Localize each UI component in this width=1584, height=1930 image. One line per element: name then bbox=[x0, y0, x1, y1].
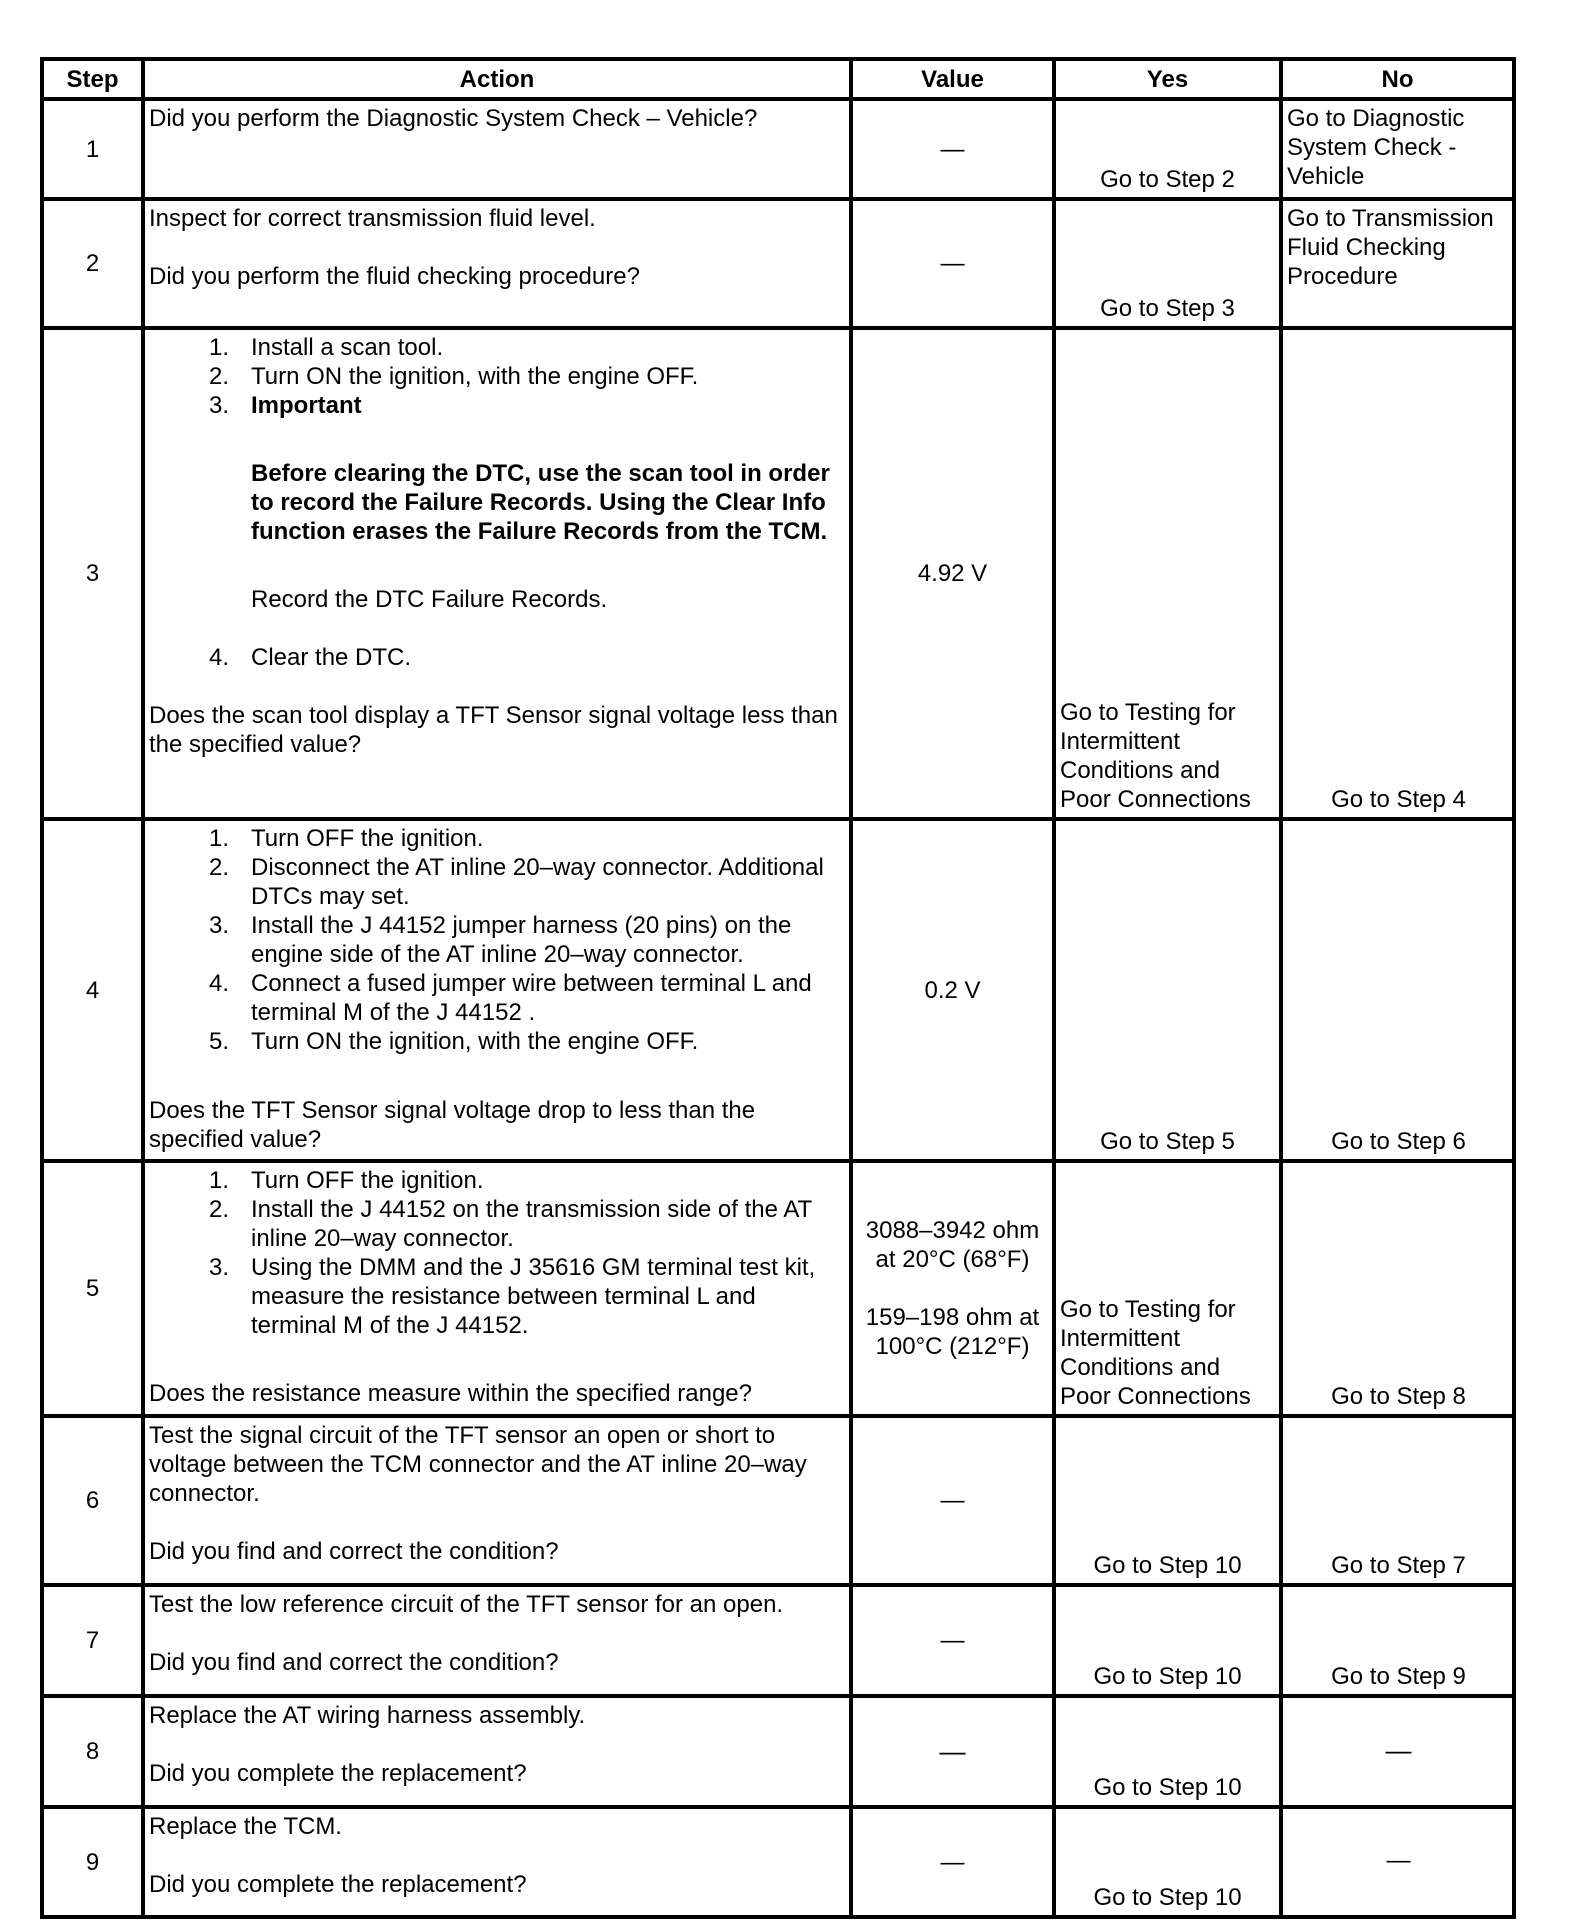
list-item: 3. Important Before clearing the DTC, use the scan tool in order to record the Failure Records. Using the Clear Info function erases the Failure Records from the TCM. Record the DTC Failure Records. bbox=[203, 391, 845, 643]
action-cell bbox=[143, 99, 851, 199]
table-row-step-8 bbox=[42, 1696, 1514, 1807]
list-item: 4. Clear the DTC. bbox=[208, 644, 412, 671]
record-note: Record the DTC Failure Records. bbox=[251, 586, 608, 613]
no-cell: Go to Step 4 bbox=[1281, 328, 1514, 819]
table-row-step-3 bbox=[42, 328, 1514, 819]
value-cell: — bbox=[851, 1585, 1054, 1696]
action-question: Does the scan tool display a TFT Sensor signal voltage less than the specified value? bbox=[149, 702, 838, 758]
header-row bbox=[42, 59, 1514, 99]
yes-cell: Go to Step 5 bbox=[1054, 819, 1281, 1161]
action-cell bbox=[143, 1585, 851, 1696]
step-number: 3 bbox=[42, 328, 143, 819]
yes-cell: Go to Testing for Intermittent Conditions and Poor Connections bbox=[1054, 328, 1281, 819]
action-intro: Replace the TCM. bbox=[149, 1813, 342, 1840]
step-number: 5 bbox=[42, 1161, 143, 1416]
value-range-100c: 159–198 ohm at 100°C (212°F) bbox=[865, 1304, 1040, 1360]
step-number: 4 bbox=[42, 819, 143, 1161]
value-cell: — bbox=[851, 99, 1054, 199]
action-cell bbox=[143, 1807, 851, 1917]
table-row-step-1 bbox=[42, 99, 1514, 199]
action-question: Did you complete the replacement? bbox=[149, 1871, 527, 1898]
action-steps-list bbox=[149, 824, 845, 1056]
list-item: 2. Turn ON the ignition, with the engine OFF. bbox=[208, 363, 699, 390]
step-number: 2 bbox=[42, 199, 143, 328]
no-cell: Go to Diagnostic System Check - Vehicle bbox=[1281, 99, 1514, 199]
important-note: Before clearing the DTC, use the scan tool in order to record the Failure Records. Using the Clear Info function erases the Failure Records from the TCM. bbox=[251, 460, 830, 545]
header-action: Action bbox=[143, 59, 851, 99]
step-number: 9 bbox=[42, 1807, 143, 1917]
list-item: 5. Turn ON the ignition, with the engine OFF. bbox=[208, 1028, 699, 1055]
action-question: Did you perform the fluid checking procedure? bbox=[149, 263, 640, 290]
table-row-step-6 bbox=[42, 1416, 1514, 1585]
table-row-step-4 bbox=[42, 819, 1514, 1161]
step-number: 1 bbox=[42, 99, 143, 199]
header-value: Value bbox=[851, 59, 1054, 99]
table-row-step-9 bbox=[42, 1807, 1514, 1917]
action-cell bbox=[143, 819, 851, 1161]
list-item: 3. Install the J 44152 jumper harness (20 pins) on the engine side of the AT inline 20–way connector. bbox=[208, 912, 792, 968]
action-intro: Replace the AT wiring harness assembly. bbox=[149, 1702, 586, 1729]
no-cell: — bbox=[1281, 1696, 1514, 1807]
list-item: 4. Connect a fused jumper wire between terminal L and terminal M of the J 44152 . bbox=[208, 970, 812, 1026]
no-cell: Go to Transmission Fluid Checking Procedure bbox=[1281, 199, 1514, 328]
yes-cell: Go to Step 10 bbox=[1054, 1807, 1281, 1917]
yes-cell: Go to Step 2 bbox=[1054, 99, 1281, 199]
no-cell: Go to Step 7 bbox=[1281, 1416, 1514, 1585]
action-question: Did you complete the replacement? bbox=[149, 1760, 527, 1787]
header-step: Step bbox=[42, 59, 143, 99]
no-cell: Go to Step 6 bbox=[1281, 819, 1514, 1161]
table-row-step-7 bbox=[42, 1585, 1514, 1696]
list-item: 2. Disconnect the AT inline 20–way connector. Additional DTCs may set. bbox=[208, 854, 824, 910]
action-intro: Test the signal circuit of the TFT sensor an open or short to voltage between the TCM connector and the AT inline 20–way connector. bbox=[149, 1422, 807, 1507]
important-label: Important bbox=[251, 392, 362, 419]
step-number: 6 bbox=[42, 1416, 143, 1585]
value-cell: — bbox=[851, 1807, 1054, 1917]
list-item: 3. Using the DMM and the J 35616 GM terminal test kit, measure the resistance between terminal L and terminal M of the J 44152. bbox=[208, 1254, 816, 1339]
value-cell: — bbox=[851, 1696, 1054, 1807]
action-question: Does the resistance measure within the specified range? bbox=[149, 1380, 752, 1407]
header-no: No bbox=[1281, 59, 1514, 99]
value-cell bbox=[851, 1161, 1054, 1416]
diagnostic-table bbox=[40, 57, 1516, 1919]
no-cell: — bbox=[1281, 1807, 1514, 1917]
action-question: Did you find and correct the condition? bbox=[149, 1649, 559, 1676]
no-cell: Go to Step 9 bbox=[1281, 1585, 1514, 1696]
step-number: 7 bbox=[42, 1585, 143, 1696]
value-cell: 0.2 V bbox=[851, 819, 1054, 1161]
action-intro: Test the low reference circuit of the TFT sensor for an open. bbox=[149, 1591, 784, 1618]
value-cell: — bbox=[851, 1416, 1054, 1585]
action-cell bbox=[143, 199, 851, 328]
action-cell bbox=[143, 1161, 851, 1416]
action-question: Did you find and correct the condition? bbox=[149, 1538, 559, 1565]
action-cell bbox=[143, 1696, 851, 1807]
list-item: 1. Turn OFF the ignition. bbox=[208, 1167, 484, 1194]
yes-cell: Go to Step 10 bbox=[1054, 1585, 1281, 1696]
action-steps-list bbox=[149, 1166, 845, 1340]
value-cell: 4.92 V bbox=[851, 328, 1054, 819]
action-cell bbox=[143, 1416, 851, 1585]
list-item: 1. Install a scan tool. bbox=[208, 334, 444, 361]
list-item: 2. Install the J 44152 on the transmission side of the AT inline 20–way connector. bbox=[208, 1196, 812, 1252]
value-cell: — bbox=[851, 199, 1054, 328]
action-question: Does the TFT Sensor signal voltage drop to less than the specified value? bbox=[149, 1097, 756, 1153]
action-intro: Inspect for correct transmission fluid level. bbox=[149, 205, 596, 232]
table-row-step-5 bbox=[42, 1161, 1514, 1416]
table-row-step-2 bbox=[42, 199, 1514, 328]
list-item: 1. Turn OFF the ignition. bbox=[208, 825, 484, 852]
yes-cell: Go to Testing for Intermittent Conditions and Poor Connections bbox=[1054, 1161, 1281, 1416]
value-range-20c: 3088–3942 ohm at 20°C (68°F) bbox=[865, 1217, 1040, 1273]
header-yes: Yes bbox=[1054, 59, 1281, 99]
yes-cell: Go to Step 10 bbox=[1054, 1696, 1281, 1807]
action-question: Did you perform the Diagnostic System Check – Vehicle? bbox=[149, 105, 758, 132]
step-number: 8 bbox=[42, 1696, 143, 1807]
action-cell bbox=[143, 328, 851, 819]
diagnostic-table-page bbox=[40, 57, 1512, 1919]
yes-cell: Go to Step 3 bbox=[1054, 199, 1281, 328]
no-cell: Go to Step 8 bbox=[1281, 1161, 1514, 1416]
yes-cell: Go to Step 10 bbox=[1054, 1416, 1281, 1585]
action-steps-list bbox=[149, 333, 845, 672]
